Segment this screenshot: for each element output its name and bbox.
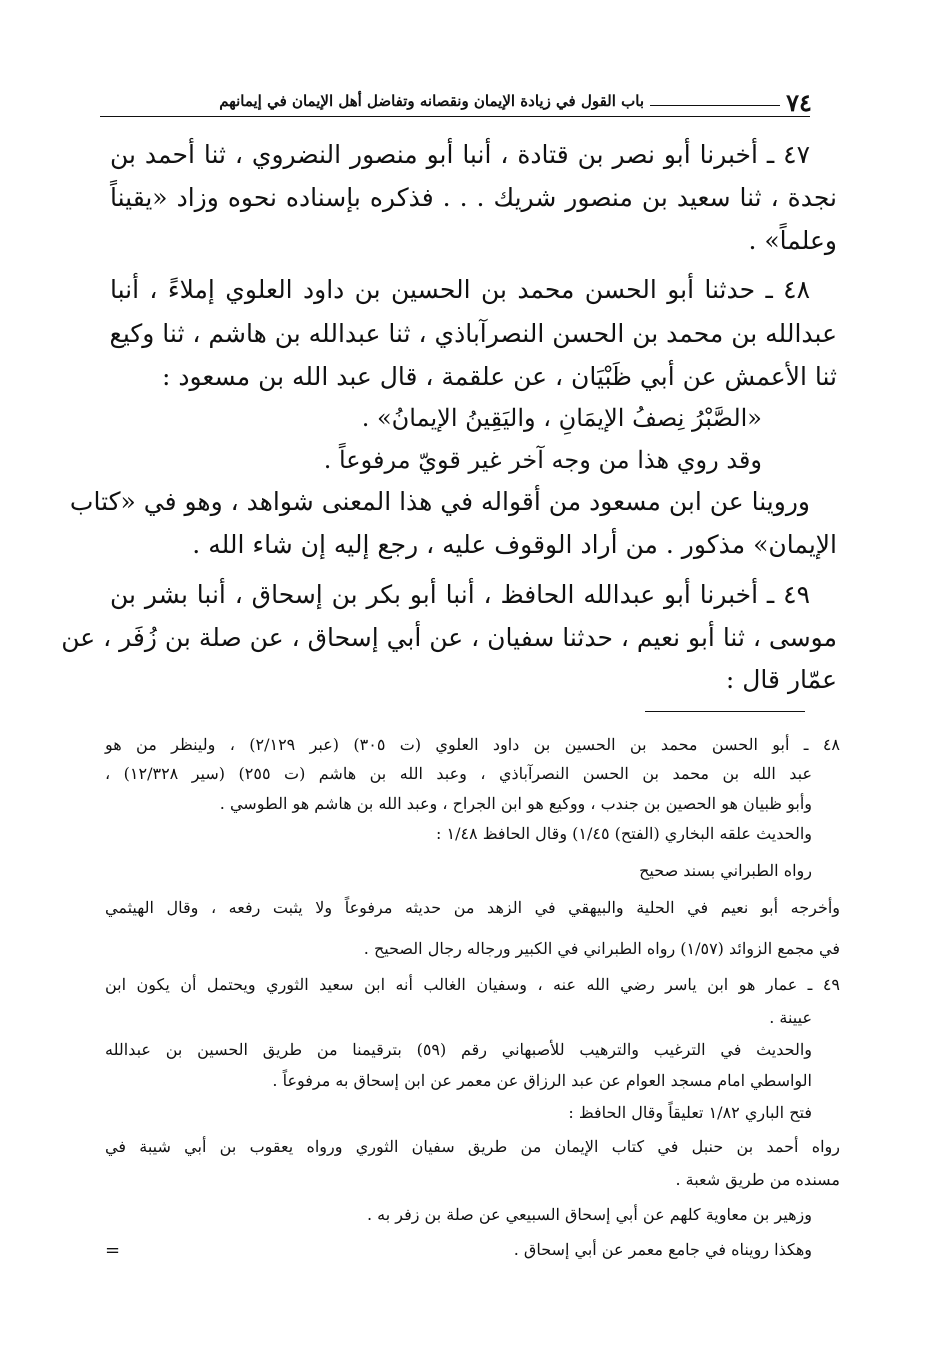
footnote-line: مسنده من طريق شعبة . <box>675 1170 840 1189</box>
main-line: عمّار قال : <box>725 665 837 694</box>
footnote-line: والحديث علقه البخاري (الفتح) ١/٤٥) وقال الحافظ ١/٤٨ : <box>435 824 812 843</box>
footnote-separator <box>645 711 805 712</box>
main-line: وروينا عن ابن مسعود من أقواله في هذا المعنى شواهد ، وهو في «كتاب <box>69 487 810 516</box>
footnote-line: وأبو ظبيان هو الحصين بن جندب ، ووكيع هو ابن الجراح ، وعبد الله بن هاشم هو الطوسي . <box>219 794 812 813</box>
main-line: موسى ، ثنا أبو نعيم ، حدثنا سفيان ، عن أبي إسحاق ، عن صلة بن زُفَر ، عن <box>61 623 837 652</box>
running-title: باب القول في زيادة الإيمان ونقصانه وتفاضل أهل الإيمان في إيمانهم <box>219 92 644 110</box>
footnote-line: رواه أحمد بن حنبل في كتاب الإيمان من طريق سفيان الثوري ورواه يعقوب بن أبي شيبة في <box>105 1137 840 1156</box>
main-line: ٤٧ ـ أخبرنا أبو نصر بن قتادة ، أنبا أبو منصور النضروي ، ثنا أحمد بن <box>110 140 810 169</box>
continuation-mark: = <box>105 1240 121 1261</box>
page-number: ٧٤ <box>786 88 812 117</box>
main-line: الإيمان» مذكور . من أراد الوقوف عليه ، رجع إليه إن شاء الله . <box>192 530 837 559</box>
footnote-line: رواه الطبراني بسند صحيح <box>639 861 812 880</box>
quoted-saying: «الصَّبْرُ نِصفُ الإيمَانِ ، واليَقِينُ الإيمانُ» . <box>361 404 762 432</box>
main-line: ٤٨ ـ حدثنا أبو الحسن محمد بن الحسين بن داود العلوي إملاءً ، أنبا <box>110 275 810 304</box>
footnote-line: وهكذا رويناه في جامع معمر عن أبي إسحاق . <box>513 1240 812 1259</box>
main-line: ٤٩ ـ أخبرنا أبو عبدالله الحافظ ، أنبا أبو بكر بن إسحاق ، أنبا بشر بن <box>110 580 810 609</box>
footnote-line: ٤٩ ـ عمار هو ابن ياسر رضي الله عنه ، وسفيان الغالب أنه ابن سعيد الثوري ويحتمل أن يكون ابن <box>105 975 840 994</box>
footnote-line: فتح الباري ١/٨٢ تعليقاً وقال الحافظ : <box>568 1103 812 1122</box>
header-rule <box>650 105 780 106</box>
footnote-line: وزهير بن معاوية كلهم عن أبي إسحاق السبيعي عن صلة بن زفر به . <box>366 1205 812 1224</box>
footnote-line: والحديث في الترغيب والترهيب للأصبهاني رقم (٥٩) بترقيمنا من طريق الحسين بن عبدالله <box>105 1040 813 1059</box>
footnote-line: ٤٨ ـ أبو الحسن محمد بن الحسين بن داود العلوي (ت ٣٠٥) (عبر ٢/١٢٩) ، ولينظر من هو <box>105 735 841 754</box>
footnote-line: الواسطي امام مسجد العوام عن عبد الرزاق عن معمر عن ابن إسحاق به مرفوعاً . <box>272 1071 812 1090</box>
footnote-line: عيينة . <box>769 1008 812 1027</box>
footnote-line: عبد الله بن محمد بن الحسن النصرآباذي ، وعبد الله بن هاشم (ت ٢٥٥) (سير ١٢/٣٢٨) ، <box>105 764 813 783</box>
main-line: ثنا الأعمش عن أبي ظَبْيَان ، عن علقمة ، قال عبد الله بن مسعود : <box>161 362 837 391</box>
main-line: وعلماً» . <box>748 226 837 255</box>
footnote-line: في مجمع الزوائد (١/٥٧) رواه الطبراني في الكبير ورجاله رجال الصحيح . <box>363 939 840 958</box>
header-divider <box>100 116 810 117</box>
footnote-line: وأخرجه أبو نعيم في الحلية والبيهقي في الزهد من حديثه مرفوعاً ولا يثبت رفعه ، وقال الهيثمي <box>105 898 840 917</box>
main-line: وقد روي هذا من وجه آخر غير قويّ مرفوعاً . <box>323 446 762 474</box>
main-line: عبدالله بن محمد بن الحسن النصرآباذي ، ثنا عبدالله بن هاشم ، ثنا وكيع <box>109 319 837 348</box>
main-line: نجدة ، ثنا سعيد بن منصور شريك . . . فذكره بإسناده نحوه وزاد «يقيناً <box>110 183 837 212</box>
